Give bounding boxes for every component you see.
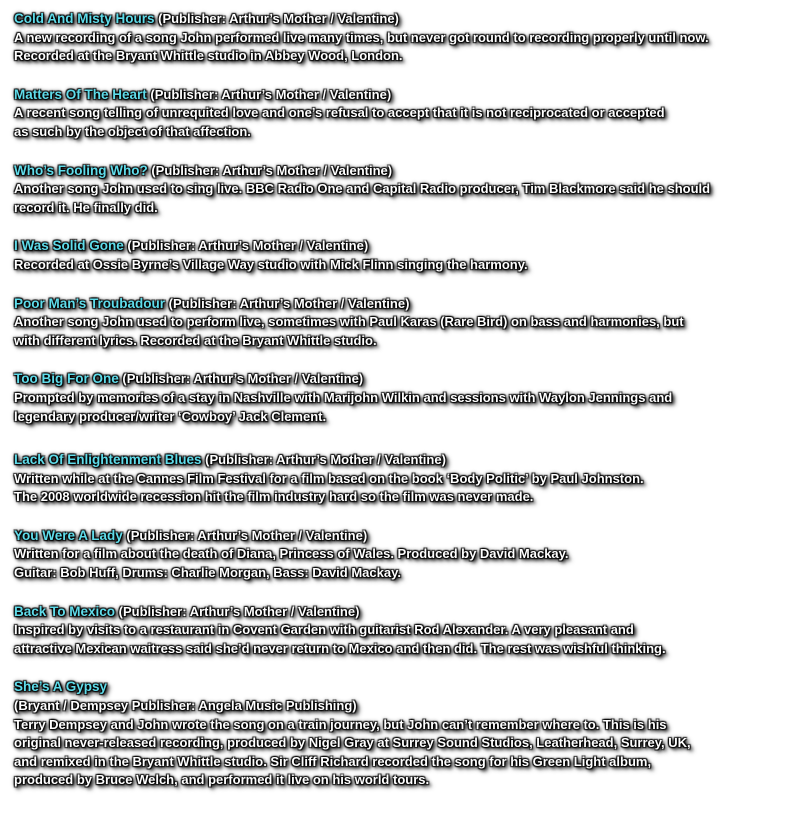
song-title-link[interactable]: Too Big For One [14, 371, 119, 387]
song-title-link[interactable]: Cold And Misty Hours [14, 11, 155, 26]
description-line: Another song John used to sing live. BBC Radio One and Capital Radio producer, Tim Blackmore said he should [14, 181, 711, 197]
publisher-credit: (Publisher: Arthur’s Mother / Valentine) [165, 295, 410, 311]
description-line: The 2008 worldwide recession hit the film industry hard so the film was never made. [14, 489, 534, 505]
song-heading [14, 678, 790, 697]
description-line: produced by Bruce Welch, and performed it live on his world tours. [14, 772, 430, 788]
description-line: record it. He finally did. [14, 199, 158, 215]
description-line: Recorded at Ossie Byrne’s Village Way studio with Mick Flinn singing the harmony. [14, 256, 528, 272]
description-line: Another song John used to perform live, sometimes with Paul Karas (Rare Bird) on bass and harmonies, but [14, 314, 684, 330]
song-entry-shes-a-gypsy [14, 678, 790, 790]
description-line: Terry Dempsey and John wrote the song on a train journey, but John can’t remember where to. This is his [14, 716, 667, 732]
song-title-link[interactable]: Matters Of The Heart [14, 86, 147, 102]
song-entry-i-was-solid-gone [14, 237, 790, 274]
description-line: with different lyrics. Recorded at the Bryant Whittle studio. [14, 332, 377, 348]
song-entry-cold-and-misty-hours [14, 10, 790, 66]
description-line: Written for a film about the death of Diana, Princess of Wales. Produced by David Mackay. [14, 546, 569, 562]
song-heading [14, 10, 790, 29]
song-heading [14, 370, 790, 389]
publisher-credit: (Publisher: Arthur’s Mother / Valentine) [201, 452, 446, 468]
publisher-credit: (Publisher: Arthur’s Mother / Valentine) [118, 371, 364, 387]
song-heading [14, 162, 790, 181]
song-heading [14, 295, 790, 314]
publisher-credit: (Publisher: Arthur’s Mother / Valentine) [123, 238, 369, 254]
publisher-credit: (Publisher: Arthur’s Mother / Valentine) [115, 603, 360, 619]
song-heading [14, 603, 790, 622]
song-entry-whos-fooling-who [14, 162, 790, 218]
song-title-link[interactable]: I Was Solid Gone [14, 238, 124, 254]
description-line: Prompted by memories of a stay in Nashville with Marijohn Wilkin and sessions with Waylon Jennings and [14, 389, 673, 405]
song-entry-you-were-a-lady [14, 527, 790, 583]
publisher-credit: (Bryant / Dempsey Publisher: Angela Music Publishing) [14, 698, 357, 714]
song-title-link[interactable]: Poor Man’s Troubadour [14, 295, 166, 311]
publisher-credit: (Publisher: Arthur’s Mother / Valentine) [122, 527, 368, 543]
description-line: and remixed in the Bryant Whittle studio. Sir Cliff Richard recorded the song for his Green Light album, [14, 753, 652, 769]
song-heading [14, 527, 790, 546]
song-title-link[interactable]: Back To Mexico [14, 603, 116, 619]
description-line: A new recording of a song John performed live many times, but never got round to recording properly until now. [14, 29, 709, 45]
song-notes-page [14, 10, 790, 810]
description-line: Written while at the Cannes Film Festival for a film based on the book ‘Body Politic’ by Paul Johnston. [14, 470, 644, 486]
description-line: Guitar: Bob Huff, Drums: Charlie Morgan, Bass: David Mackay. [14, 565, 401, 581]
song-heading [14, 451, 790, 470]
song-entry-too-big-for-one [14, 370, 790, 426]
description-line: attractive Mexican waitress said she’d never return to Mexico and then did. The rest was wishful thinking. [14, 640, 666, 656]
song-title-link[interactable]: Who’s Fooling Who? [14, 162, 148, 178]
song-entry-lack-of-enlightenment-blues [14, 451, 790, 507]
description-line: as such by the object of that affection. [14, 123, 251, 139]
song-heading [14, 86, 790, 105]
song-entry-back-to-mexico [14, 603, 790, 659]
description-line: Inspired by visits to a restaurant in Covent Garden with guitarist Rod Alexander. A very pleasant and [14, 622, 634, 638]
song-title-link[interactable]: She’s A Gypsy [14, 679, 108, 695]
description-line: legendary producer/writer ‘Cowboy’ Jack Clement. [14, 408, 327, 424]
song-entry-matters-of-the-heart [14, 86, 790, 142]
song-title-link[interactable]: You Were A Lady [14, 527, 123, 543]
song-entry-poor-mans-troubadour [14, 295, 790, 351]
description-line: A recent song telling of unrequited love and one’s refusal to accept that it is not reciprocated or accepted [14, 105, 665, 121]
publisher-credit: (Publisher: Arthur’s Mother / Valentine) [147, 162, 393, 178]
song-heading [14, 237, 790, 256]
description-line: original never-released recording, produced by Nigel Gray at Surrey Sound Studios, Leatherhead, Surrey, UK, [14, 735, 691, 751]
publisher-credit: (Publisher: Arthur’s Mother / Valentine) [146, 86, 392, 102]
song-title-link[interactable]: Lack Of Enlightenment Blues [14, 452, 202, 468]
publisher-credit: (Publisher: Arthur’s Mother / Valentine) [154, 11, 399, 26]
description-line: Recorded at the Bryant Whittle studio in Abbey Wood, London. [14, 48, 403, 64]
